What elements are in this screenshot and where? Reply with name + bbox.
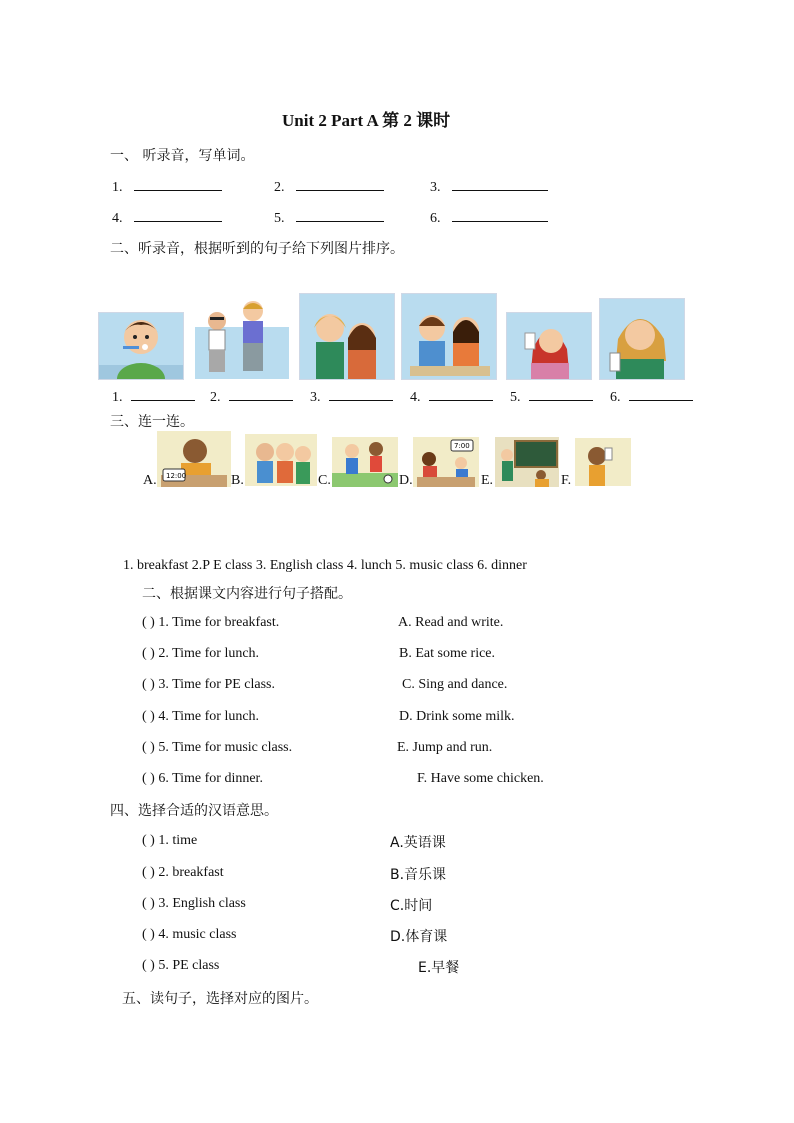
match-row (142, 771, 263, 787)
order-item-3 (310, 386, 393, 406)
picture-boy-and-girl-eating (401, 293, 497, 380)
order-item-6 (610, 386, 693, 406)
row-left-text: 5. PE class (158, 958, 220, 973)
answer-blank[interactable] (134, 176, 222, 191)
row-left-text: 4. Time for lunch. (158, 709, 260, 724)
order-item-2 (210, 386, 293, 406)
item-number: 6. (610, 390, 621, 405)
row-left-text: 4. music class (158, 927, 237, 942)
answer-blank[interactable] (229, 386, 293, 401)
picture-girl-with-bottle (599, 298, 685, 380)
row-left-text: 3. Time for PE class. (158, 677, 276, 692)
write-item-3 (430, 176, 548, 196)
section-5-heading: 四、选择合适的汉语意思。 (110, 803, 278, 819)
meaning-row (142, 927, 236, 943)
item-number: 4. (410, 390, 421, 405)
row-left-text: 2. Time for lunch. (158, 646, 260, 661)
section-2-heading: 二、听录音，根据听到的句子给下列图片排序。 (110, 241, 404, 257)
meaning-row (142, 865, 224, 881)
answer-parentheses[interactable]: ( ) (142, 646, 155, 661)
picture-two-girls-waving (299, 293, 395, 380)
item-number: 5. (510, 390, 521, 405)
write-item-2 (274, 176, 384, 196)
row-right-text: D.体育课 (390, 929, 448, 945)
row-right-text: A. Read and write. (398, 615, 504, 630)
row-right-text: B.音乐课 (390, 867, 447, 883)
item-number: 6. (430, 211, 441, 226)
match-letter-b: B. (231, 473, 244, 488)
answer-parentheses[interactable]: ( ) (142, 958, 155, 973)
section-4-heading: 二、根据课文内容进行句子搭配。 (142, 586, 352, 602)
row-left-text: 5. Time for music class. (158, 740, 293, 755)
row-right-text: F. Have some chicken. (417, 771, 544, 786)
row-left-text: 1. time (158, 833, 198, 848)
answer-blank[interactable] (131, 386, 195, 401)
write-item-6 (430, 207, 548, 227)
row-right-text: D. Drink some milk. (399, 709, 515, 724)
row-left-text: 3. English class (158, 896, 246, 911)
item-number: 1. (112, 390, 123, 405)
picture-e-english-class (495, 437, 559, 487)
match-row (142, 646, 259, 662)
answer-blank[interactable] (452, 176, 548, 191)
answer-parentheses[interactable]: ( ) (142, 865, 155, 880)
answer-parentheses[interactable]: ( ) (142, 709, 155, 724)
match-phrases: 1. breakfast 2.P E class 3. English class 4. lunch 5. music class 6. dinner (123, 558, 527, 573)
answer-parentheses[interactable]: ( ) (142, 771, 155, 786)
section-6-heading: 五、读句子，选择对应的图片。 (122, 991, 318, 1007)
answer-parentheses[interactable]: ( ) (142, 833, 155, 848)
row-right-text: B. Eat some rice. (399, 646, 496, 661)
picture-b-singing (245, 434, 317, 486)
row-left-text: 2. breakfast (158, 865, 224, 880)
row-right-text: C.时间 (390, 898, 433, 914)
match-letter-c: C. (318, 473, 331, 488)
answer-parentheses[interactable]: ( ) (142, 615, 155, 630)
answer-blank[interactable] (296, 207, 384, 222)
answer-blank[interactable] (296, 176, 384, 191)
match-row (142, 709, 259, 725)
item-number: 5. (274, 211, 285, 226)
match-letter-a: A. (143, 473, 157, 488)
write-item-5 (274, 207, 384, 227)
meaning-row (142, 833, 197, 849)
match-letter-f: F. (561, 473, 572, 488)
page-title: Unit 2 Part A 第 2 课时 (282, 111, 451, 130)
picture-two-boys (194, 296, 290, 380)
match-letter-d: D. (399, 473, 413, 488)
answer-blank[interactable] (329, 386, 393, 401)
row-right-text: C. Sing and dance. (402, 677, 508, 692)
answer-blank[interactable] (429, 386, 493, 401)
answer-parentheses[interactable]: ( ) (142, 677, 155, 692)
write-item-4 (112, 207, 222, 227)
match-row (142, 615, 279, 631)
item-number: 3. (430, 180, 441, 195)
item-number: 1. (112, 180, 123, 195)
answer-blank[interactable] (134, 207, 222, 222)
match-letter-e: E. (481, 473, 494, 488)
item-number: 3. (310, 390, 321, 405)
meaning-row (142, 958, 219, 974)
picture-boy-brushing-teeth (98, 312, 184, 380)
item-number: 2. (274, 180, 285, 195)
picture-d-dinner-clock (413, 437, 479, 487)
picture-c-pe-class (332, 437, 398, 487)
section-3-heading: 三、连一连。 (110, 414, 194, 430)
answer-blank[interactable] (629, 386, 693, 401)
meaning-row (142, 896, 246, 912)
picture-a-lunch-clock (157, 431, 231, 487)
section-1-heading: 一、 听录音，写单词。 (110, 148, 255, 164)
order-item-5 (510, 386, 593, 406)
item-number: 4. (112, 211, 123, 226)
order-item-4 (410, 386, 493, 406)
write-item-1 (112, 176, 222, 196)
match-row (142, 677, 275, 693)
row-left-text: 1. Time for breakfast. (158, 615, 280, 630)
row-right-text: A.英语课 (390, 835, 446, 851)
clock-time: 12:00 (166, 472, 187, 480)
answer-parentheses[interactable]: ( ) (142, 927, 155, 942)
clock-time: 7:00 (454, 442, 470, 450)
picture-girl-drinking-milk (506, 312, 592, 380)
row-right-text: E. Jump and run. (397, 740, 493, 755)
order-item-1 (112, 386, 195, 406)
row-left-text: 6. Time for dinner. (158, 771, 263, 786)
picture-f-drinking (575, 438, 631, 486)
item-number: 2. (210, 390, 221, 405)
answer-parentheses[interactable]: ( ) (142, 896, 155, 911)
answer-blank[interactable] (529, 386, 593, 401)
row-right-text: E.早餐 (418, 960, 460, 976)
answer-blank[interactable] (452, 207, 548, 222)
answer-parentheses[interactable]: ( ) (142, 740, 155, 755)
match-row (142, 740, 292, 756)
